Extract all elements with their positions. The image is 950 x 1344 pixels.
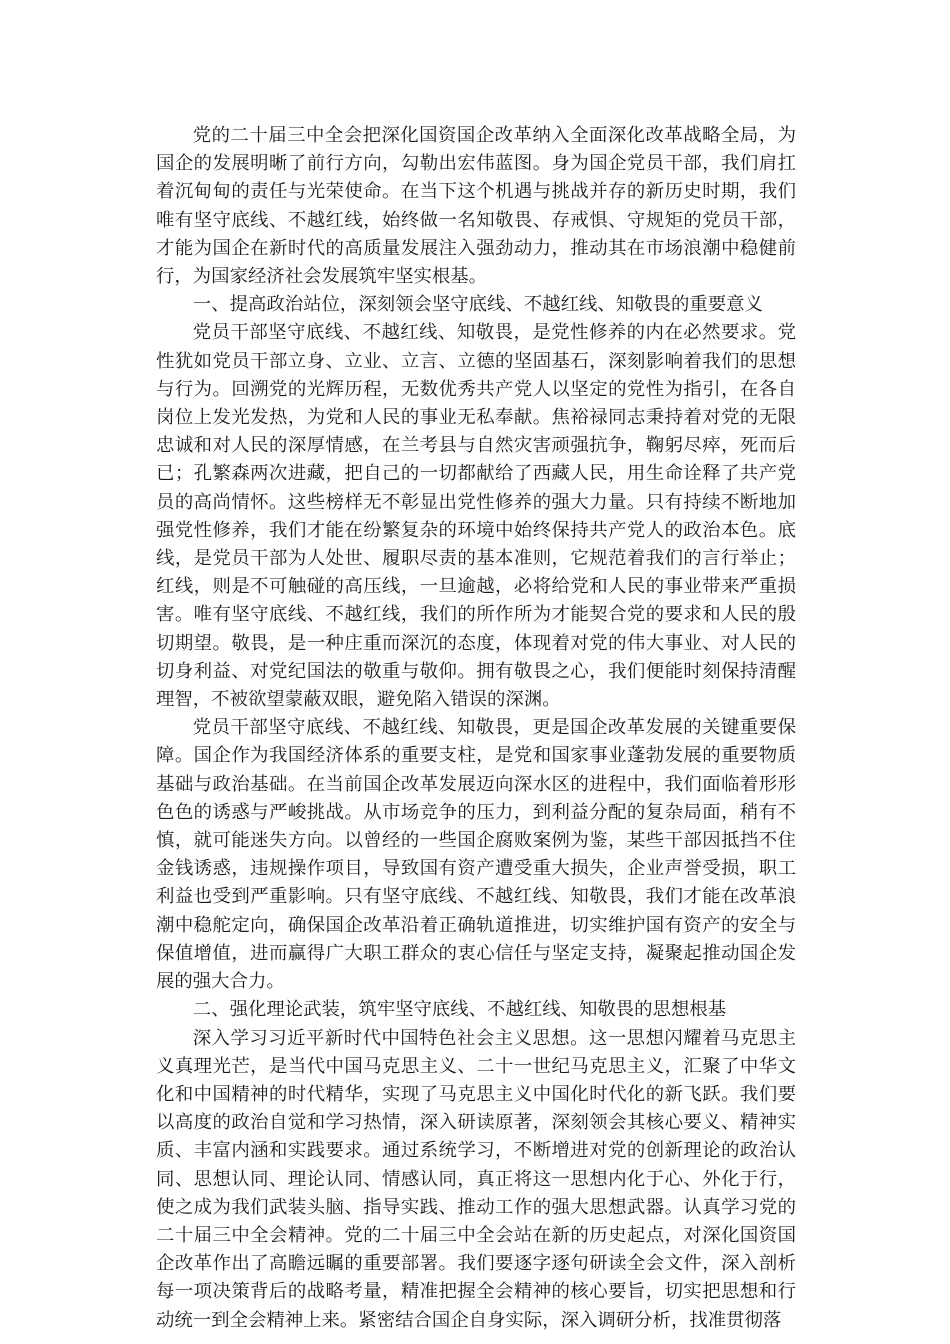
paragraph-theory-study: 深入学习习近平新时代中国特色社会主义思想。这一思想闪耀着马克思主义真理光芒，是当代中国马克思主义、二十一世纪马克思主义，汇聚了中华文化和中国精神的时代精华，实现了马克思主义中国化时代化的新飞跃。我们要以高度的政治自觉和学习热情，深入研读原著，深刻领会其核心要义、精神实质、丰富内涵和实践要求。通过系统学习，不断增进对党的创新理论的政治认同、思想认同、理论认同、情感认同，真正将这一思想内化于心、外化于行，使之成为我们武装头脑、指导实践、推动工作的强大思想武器。认真学习党的二十届三中全会精神。党的二十届三中全会站在新的历史起点，对深化国资国企改革作出了高瞻远瞩的重要部署。我们要逐字逐句研读全会文件，深入剖析每一项决策背后的战略考量，精准把握全会精神的核心要旨，切实把思想和行动统一到全会精神上来。紧密结合国企自身实际，深入调研分析，找准贯彻落 xyxy=(156,1027,796,1331)
section-heading-2: 二、强化理论武装，筑牢坚守底线、不越红线、知敬畏的思想根基 xyxy=(192,999,727,1021)
section-heading-1: 一、提高政治站位，深刻领会坚守底线、不越红线、知敬畏的重要意义 xyxy=(192,294,763,316)
paragraph-intro: 党的二十届三中全会把深化国资国企改革纳入全面深化改革战略全局，为国企的发展明晰了前行方向，勾勒出宏伟蓝图。身为国企党员干部，我们肩扛着沉甸甸的责任与光荣使命。在当下这个机遇与挑战并存的新历史时期，我们唯有坚守底线、不越红线，始终做一名知敬畏、存戒惧、守规矩的党员干部，才能为国企在新时代的高质量发展注入强劲动力，推动其在市场浪潮中稳健前行，为国家经济社会发展筑牢坚实根基。 xyxy=(156,125,796,288)
document-body xyxy=(156,122,796,1335)
paragraph-reform-guarantee: 党员干部坚守底线、不越红线、知敬畏，更是国企改革发展的关键重要保障。国企作为我国经济体系的重要支柱，是党和国家事业蓬勃发展的重要物质基础与政治基础。在当前国企改革发展迈向深水区的进程中，我们面临着形形色色的诱惑与严峻挑战。从市场竞争的压力，到利益分配的复杂局面，稍有不慎，就可能迷失方向。以曾经的一些国企腐败案例为鉴，某些干部因抵挡不住金钱诱惑，违规操作项目，导致国有资产遭受重大损失，企业声誉受损，职工利益也受到严重影响。只有坚守底线、不越红线、知敬畏，我们才能在改革浪潮中稳舵定向，确保国企改革沿着正确轨道推进，切实维护国有资产的安全与保值增值，进而赢得广大职工群众的衷心信任与坚定支持，凝聚起推动国企发展的强大合力。 xyxy=(156,717,796,993)
paragraph-party-spirit: 党员干部坚守底线、不越红线、知敬畏，是党性修养的内在必然要求。党性犹如党员干部立身、立业、立言、立德的坚固基石，深刻影响着我们的思想与行为。回溯党的光辉历程，无数优秀共产党人以坚定的党性为指引，在各自岗位上发光发热，为党和人民的事业无私奉献。焦裕禄同志秉持着对党的无限忠诚和对人民的深厚情感，在兰考县与自然灾害顽强抗争，鞠躬尽瘁，死而后已；孔繁森两次进藏，把自己的一切都献给了西藏人民，用生命诠释了共产党员的高尚情怀。这些榜样无不彰显出党性修养的强大力量。只有持续不断地加强党性修养，我们才能在纷繁复杂的环境中始终保持共产党人的政治本色。底线，是党员干部为人处世、履职尽责的基本准则，它规范着我们的言行举止；红线，则是不可触碰的高压线，一旦逾越，必将给党和人民的事业带来严重损害。唯有坚守底线、不越红线，我们的所作所为才能契合党的要求和人民的殷切期望。敬畏，是一种庄重而深沉的态度，体现着对党的伟大事业、对人民的切身利益、对党纪国法的敬重与敬仰。拥有敬畏之心，我们便能时刻保持清醒理智，不被欲望蒙蔽双眼，避免陷入错误的深渊。 xyxy=(156,322,796,711)
